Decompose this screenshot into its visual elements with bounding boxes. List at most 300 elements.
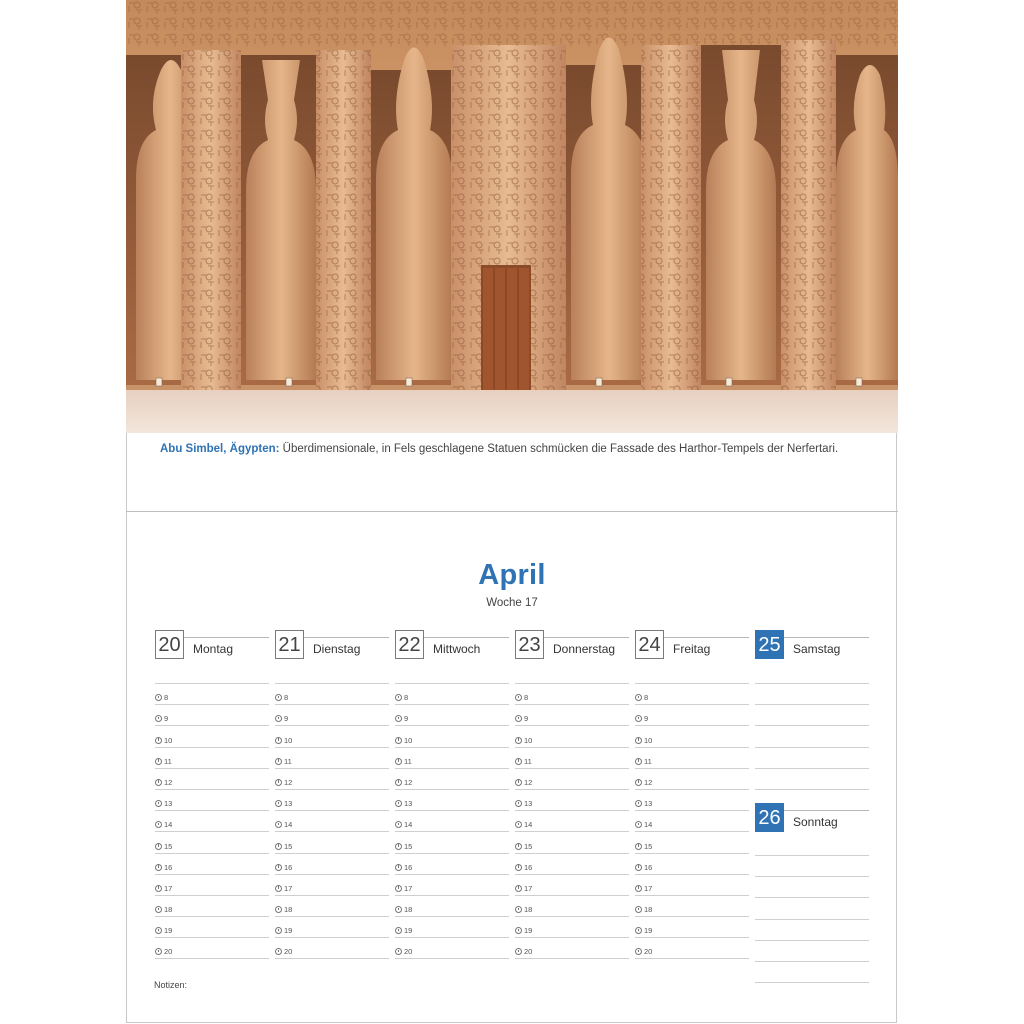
clock-icon (515, 737, 522, 744)
time-slot[interactable] (395, 875, 509, 896)
hour-text: 16 (284, 862, 293, 872)
time-slot[interactable] (515, 832, 629, 853)
day-number: 23 (515, 630, 544, 659)
hour-label (515, 799, 532, 808)
clock-icon (395, 843, 402, 850)
time-slot[interactable] (755, 684, 869, 705)
hour-text: 17 (164, 883, 173, 893)
day-name: Dienstag (313, 642, 361, 656)
clock-icon (635, 885, 642, 892)
hour-label (635, 905, 652, 914)
hour-label (155, 905, 172, 914)
clock-icon (395, 821, 402, 828)
time-slot[interactable] (755, 941, 869, 962)
hour-label (275, 863, 292, 872)
time-slot[interactable] (275, 938, 389, 959)
clock-icon (275, 779, 282, 786)
month-title: April (478, 559, 546, 591)
clock-icon (515, 779, 522, 786)
time-slot[interactable] (395, 790, 509, 811)
hour-label (515, 884, 532, 893)
day-header (155, 630, 269, 661)
time-slot[interactable] (395, 917, 509, 938)
time-slot[interactable] (155, 875, 269, 896)
day-name: Sonntag (793, 814, 838, 829)
hour-text: 14 (284, 820, 293, 830)
time-slot[interactable] (275, 705, 389, 726)
hour-text: 13 (524, 799, 533, 809)
time-slot[interactable] (155, 684, 269, 705)
day-column-montag (155, 630, 269, 959)
clock-icon (395, 885, 402, 892)
hour-label (155, 736, 172, 745)
hour-label (275, 799, 292, 808)
day-column-weekend (755, 630, 869, 983)
hour-label (275, 820, 292, 829)
hour-label (155, 799, 172, 808)
time-slot[interactable] (155, 748, 269, 769)
clock-icon (635, 843, 642, 850)
time-slot[interactable] (515, 875, 629, 896)
clock-icon (395, 948, 402, 955)
time-slot[interactable] (395, 832, 509, 853)
hour-text: 13 (404, 799, 413, 809)
hour-text: 15 (284, 841, 293, 851)
time-slot[interactable] (395, 938, 509, 959)
hour-label (155, 842, 172, 851)
time-slot[interactable] (515, 705, 629, 726)
day-header (515, 630, 629, 661)
hour-text: 12 (644, 777, 653, 787)
clock-icon (275, 694, 282, 701)
time-slot[interactable] (635, 748, 749, 769)
time-slot[interactable] (635, 832, 749, 853)
hour-text: 19 (644, 926, 653, 936)
day-header-line (184, 637, 269, 638)
time-slot[interactable] (755, 898, 869, 919)
hour-text: 13 (644, 799, 653, 809)
clock-icon (275, 758, 282, 765)
hour-text: 19 (164, 926, 173, 936)
clock-icon (515, 927, 522, 934)
clock-icon (155, 737, 162, 744)
time-slot[interactable] (515, 811, 629, 832)
hour-text: 11 (404, 756, 412, 766)
time-slot[interactable] (155, 769, 269, 790)
time-slot[interactable] (515, 790, 629, 811)
hour-text: 20 (644, 947, 653, 957)
time-slot[interactable] (155, 726, 269, 747)
hour-text: 20 (404, 947, 413, 957)
hour-label (515, 778, 532, 787)
time-slot[interactable] (275, 769, 389, 790)
clock-icon (275, 906, 282, 913)
day-number: 24 (635, 630, 664, 659)
clock-icon (155, 864, 162, 871)
day-header-line (784, 637, 869, 638)
hour-text: 14 (404, 820, 413, 830)
time-slot[interactable] (155, 705, 269, 726)
time-slot[interactable] (515, 748, 629, 769)
hour-text: 18 (524, 905, 533, 915)
hour-text: 15 (164, 841, 173, 851)
time-slot[interactable] (275, 896, 389, 917)
clock-icon (635, 779, 642, 786)
clock-icon (635, 715, 642, 722)
hour-label (155, 778, 172, 787)
time-slot[interactable] (755, 962, 869, 983)
hour-label (275, 926, 292, 935)
hour-label (515, 863, 532, 872)
hour-label (635, 926, 652, 935)
clock-icon (155, 694, 162, 701)
time-slot[interactable] (515, 917, 629, 938)
day-column-mittwoch (395, 630, 509, 959)
time-slot[interactable] (515, 896, 629, 917)
hour-label (515, 842, 532, 851)
clock-icon (155, 927, 162, 934)
hour-text: 12 (524, 777, 533, 787)
time-slot[interactable] (155, 790, 269, 811)
hour-label (515, 714, 528, 723)
time-slot[interactable] (395, 661, 509, 684)
hour-label (155, 693, 168, 702)
time-slot[interactable] (275, 832, 389, 853)
clock-icon (275, 821, 282, 828)
clock-icon (515, 885, 522, 892)
hour-label (155, 714, 168, 723)
hour-text: 11 (524, 756, 532, 766)
hour-label (275, 884, 292, 893)
hour-label (275, 693, 288, 702)
clock-icon (635, 800, 642, 807)
hour-label (275, 736, 292, 745)
time-slot[interactable] (275, 790, 389, 811)
time-slot[interactable] (395, 769, 509, 790)
clock-icon (275, 715, 282, 722)
day-number: 20 (155, 630, 184, 659)
time-slot[interactable] (635, 917, 749, 938)
hour-text: 8 (644, 693, 649, 703)
hour-text: 20 (164, 947, 173, 957)
time-slot[interactable] (155, 917, 269, 938)
clock-icon (155, 948, 162, 955)
hour-label (395, 693, 408, 702)
time-slot[interactable] (155, 854, 269, 875)
hour-label (515, 736, 532, 745)
clock-icon (275, 800, 282, 807)
hour-text: 17 (524, 883, 533, 893)
day-column-dienstag (275, 630, 389, 959)
time-slot[interactable] (275, 748, 389, 769)
time-slot[interactable] (515, 661, 629, 684)
day-name: Samstag (793, 642, 841, 656)
hour-label (635, 820, 652, 829)
time-slot[interactable] (275, 726, 389, 747)
clock-icon (155, 779, 162, 786)
day-column-freitag (635, 630, 749, 959)
clock-icon (275, 885, 282, 892)
hour-text: 19 (404, 926, 413, 936)
hour-text: 18 (404, 905, 413, 915)
time-slot[interactable] (515, 854, 629, 875)
hour-text: 10 (164, 735, 173, 745)
time-slot[interactable] (755, 856, 869, 877)
clock-icon (635, 758, 642, 765)
hour-text: 13 (164, 799, 173, 809)
time-slot[interactable] (515, 938, 629, 959)
caption-text: Überdimensionale, in Fels geschlagene Statuen schmücken die Fassade des Harthor-Tempels der Nerfertari. (279, 443, 839, 455)
hour-text: 9 (644, 714, 649, 724)
hour-text: 12 (404, 777, 413, 787)
hour-label (515, 693, 528, 702)
day-header-line (664, 637, 749, 638)
hour-label (155, 863, 172, 872)
hour-text: 15 (644, 841, 653, 851)
time-slot[interactable] (755, 726, 869, 747)
photo-caption (160, 443, 880, 455)
hour-text: 9 (524, 714, 529, 724)
notes-label: Notizen: (154, 980, 188, 990)
time-slot[interactable] (155, 832, 269, 853)
time-slot[interactable] (635, 811, 749, 832)
hour-label (155, 926, 172, 935)
day-name: Mittwoch (433, 642, 481, 656)
clock-icon (395, 694, 402, 701)
hour-label (515, 926, 532, 935)
hour-text: 20 (524, 947, 533, 957)
clock-icon (155, 906, 162, 913)
time-slot[interactable] (155, 896, 269, 917)
hour-label (635, 714, 648, 723)
hour-text: 14 (644, 820, 653, 830)
hour-text: 9 (164, 714, 169, 724)
day-header-line (424, 637, 509, 638)
clock-icon (515, 758, 522, 765)
hour-text: 8 (404, 693, 409, 703)
time-slot[interactable] (275, 875, 389, 896)
hour-label (275, 905, 292, 914)
day-header-line (304, 637, 389, 638)
hour-label (155, 757, 172, 766)
hour-label (155, 884, 172, 893)
hour-text: 10 (644, 735, 653, 745)
hour-label (515, 820, 532, 829)
hour-label (395, 820, 412, 829)
time-slot[interactable] (755, 748, 869, 769)
hour-text: 11 (164, 756, 172, 766)
clock-icon (635, 694, 642, 701)
time-slot[interactable] (635, 896, 749, 917)
hour-label (395, 757, 412, 766)
time-slot[interactable] (635, 661, 749, 684)
hour-text: 19 (284, 926, 293, 936)
hour-text: 20 (284, 947, 293, 957)
clock-icon (395, 800, 402, 807)
time-slot[interactable] (755, 705, 869, 726)
hour-label (635, 799, 652, 808)
time-slot[interactable] (515, 684, 629, 705)
hour-text: 8 (524, 693, 529, 703)
hour-label (395, 863, 412, 872)
day-number: 26 (755, 803, 784, 832)
clock-icon (635, 821, 642, 828)
time-slot[interactable] (395, 684, 509, 705)
hour-text: 16 (404, 862, 413, 872)
hour-label (275, 842, 292, 851)
clock-icon (155, 715, 162, 722)
clock-icon (275, 737, 282, 744)
day-header (635, 630, 749, 661)
hour-label (635, 778, 652, 787)
hour-text: 8 (164, 693, 169, 703)
hour-label (515, 757, 532, 766)
day-name: Donnerstag (553, 642, 616, 656)
day-number: 25 (755, 630, 784, 659)
clock-icon (515, 906, 522, 913)
hour-text: 16 (644, 862, 653, 872)
hour-label (635, 884, 652, 893)
day-name: Freitag (673, 642, 711, 656)
clock-icon (275, 927, 282, 934)
time-slot[interactable] (395, 896, 509, 917)
hour-text: 10 (284, 735, 293, 745)
hour-text: 19 (524, 926, 533, 936)
clock-icon (635, 906, 642, 913)
hour-label (395, 714, 408, 723)
hour-text: 12 (164, 777, 173, 787)
hour-label (395, 799, 412, 808)
clock-icon (395, 864, 402, 871)
hour-label (395, 905, 412, 914)
clock-icon (515, 843, 522, 850)
time-slot[interactable] (155, 661, 269, 684)
hour-text: 17 (404, 883, 413, 893)
day-header (275, 630, 389, 661)
time-slot[interactable] (395, 811, 509, 832)
time-slot[interactable] (275, 811, 389, 832)
hour-label (635, 693, 648, 702)
time-slot[interactable] (275, 854, 389, 875)
clock-icon (395, 779, 402, 786)
hour-label (275, 947, 292, 956)
clock-icon (395, 737, 402, 744)
hour-label (635, 757, 652, 766)
hour-label (395, 947, 412, 956)
clock-icon (635, 864, 642, 871)
caption-place: Abu Simbel, Ägypten: (160, 443, 280, 455)
hour-label (635, 736, 652, 745)
day-header (755, 630, 869, 661)
hour-label (515, 905, 532, 914)
clock-icon (395, 715, 402, 722)
time-slot[interactable] (275, 661, 389, 684)
hour-text: 12 (284, 777, 293, 787)
hour-text: 8 (284, 693, 289, 703)
day-number: 22 (395, 630, 424, 659)
clock-icon (515, 948, 522, 955)
clock-icon (395, 906, 402, 913)
hour-label (395, 884, 412, 893)
time-slot[interactable] (275, 917, 389, 938)
hour-text: 11 (644, 756, 652, 766)
week-label: Woche 17 (486, 597, 538, 609)
time-slot[interactable] (635, 875, 749, 896)
time-slot[interactable] (635, 790, 749, 811)
hour-text: 9 (284, 714, 289, 724)
time-slot[interactable] (635, 769, 749, 790)
hour-label (395, 778, 412, 787)
clock-icon (515, 715, 522, 722)
time-slot[interactable] (155, 938, 269, 959)
hour-text: 17 (644, 883, 653, 893)
time-slot[interactable] (635, 705, 749, 726)
clock-icon (155, 821, 162, 828)
time-slot[interactable] (515, 726, 629, 747)
hour-text: 10 (524, 735, 533, 745)
day-name: Montag (193, 642, 234, 656)
hour-label (395, 926, 412, 935)
time-slot[interactable] (755, 920, 869, 941)
day-column-donnerstag (515, 630, 629, 959)
clock-icon (155, 843, 162, 850)
hour-label (395, 842, 412, 851)
temple-photo (126, 0, 898, 433)
day-header-line (544, 637, 629, 638)
time-slot[interactable] (275, 684, 389, 705)
hour-text: 18 (284, 905, 293, 915)
clock-icon (155, 758, 162, 765)
time-slot[interactable] (395, 854, 509, 875)
clock-icon (155, 800, 162, 807)
page-divider (126, 511, 898, 512)
day-header-line (784, 810, 869, 811)
day-header (755, 803, 869, 834)
clock-icon (635, 948, 642, 955)
hour-label (635, 842, 652, 851)
time-slot[interactable] (635, 854, 749, 875)
hour-text: 16 (524, 862, 533, 872)
time-slot[interactable] (755, 661, 869, 684)
time-slot[interactable] (395, 705, 509, 726)
time-slot[interactable] (635, 684, 749, 705)
hour-label (275, 714, 288, 723)
clock-icon (275, 843, 282, 850)
hour-text: 15 (404, 841, 413, 851)
hour-label (635, 863, 652, 872)
hour-text: 14 (524, 820, 533, 830)
time-slot[interactable] (635, 938, 749, 959)
clock-icon (515, 864, 522, 871)
time-slot[interactable] (515, 769, 629, 790)
hour-text: 14 (164, 820, 173, 830)
hour-label (275, 757, 292, 766)
hour-text: 13 (284, 799, 293, 809)
hour-text: 9 (404, 714, 409, 724)
time-slot[interactable] (755, 834, 869, 856)
time-slot[interactable] (635, 726, 749, 747)
clock-icon (155, 885, 162, 892)
time-slot[interactable] (155, 811, 269, 832)
hour-label (275, 778, 292, 787)
clock-icon (515, 821, 522, 828)
time-slot[interactable] (755, 877, 869, 898)
day-number: 21 (275, 630, 304, 659)
time-slot[interactable] (755, 769, 869, 790)
time-slot[interactable] (395, 726, 509, 747)
time-slot[interactable] (395, 748, 509, 769)
hour-text: 18 (644, 905, 653, 915)
